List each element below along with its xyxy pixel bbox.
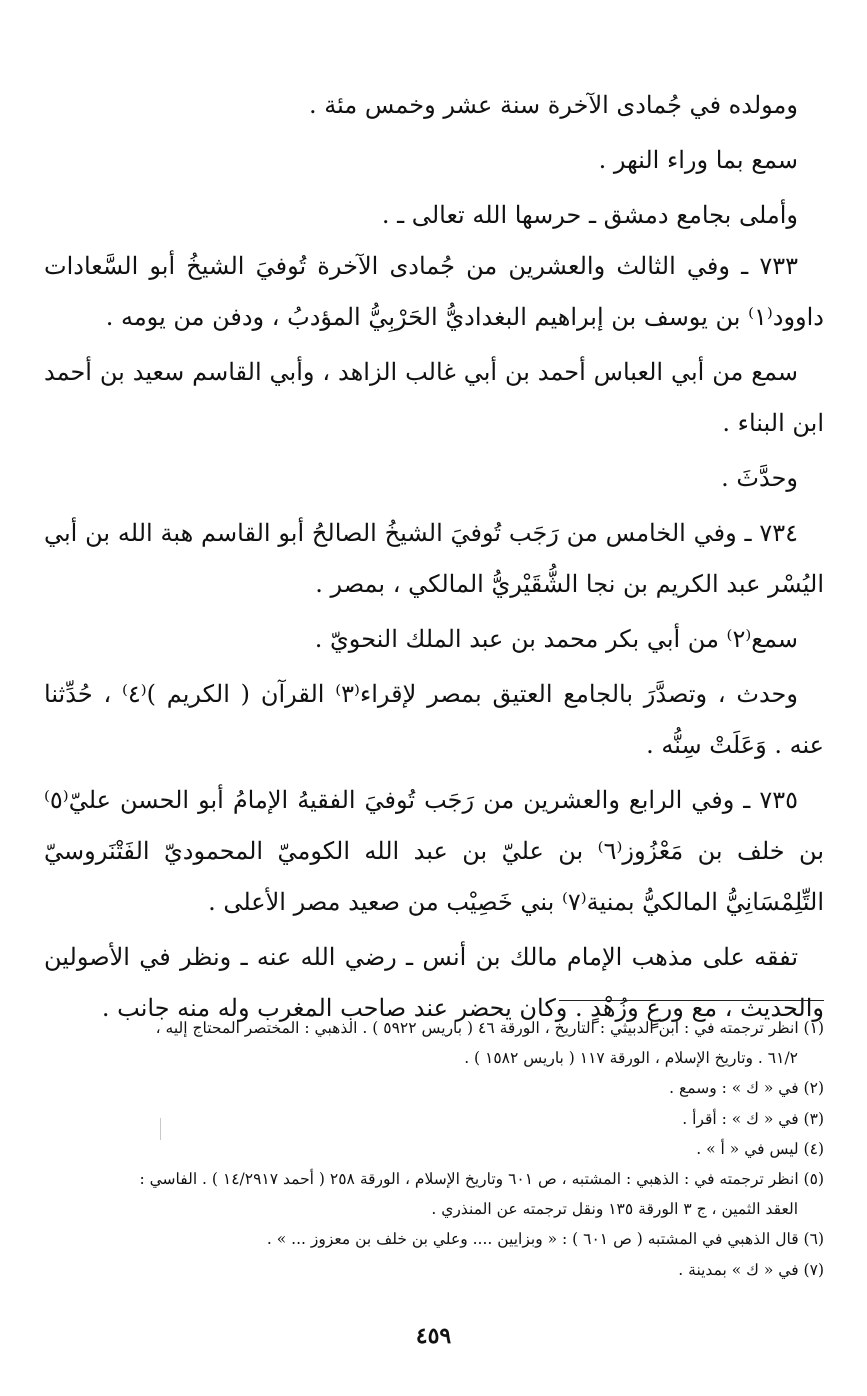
footnote-6: (٦) قال الذهبي في المشتبه ( ص ٦٠١ ) : « وبزايين .... وعلي بن خلف بن معزوز ... » . bbox=[266, 1230, 824, 1249]
paragraph-734-taught: وحدث ، وتصدَّرَ بالجامع العتيق بمصر لإقراء⁽٣⁾ القرآن ( الكريم )⁽٤⁾ ، حُدِّثنا عنه . وَعَلَتْ سِنُّه . bbox=[44, 680, 824, 759]
footnote-1: (١) انظر ترجمته في : ابن الدبيثي : التاريخ ، الورقة ٤٦ ( باريس ٥٩٢٢ ) . الذهبي : المختصر المحتاج إليه ، bbox=[155, 1019, 824, 1037]
footnote-divider bbox=[559, 1000, 824, 1001]
footnotes bbox=[44, 1013, 824, 1285]
scan-artifact-line bbox=[160, 1118, 161, 1140]
footnote-1-continued: ٦١/٢ . وتاريخ الإسلام ، الورقة ١١٧ ( باريس ١٥٨٢ ) . bbox=[464, 1049, 798, 1068]
entry-735: ٧٣٥ ـ وفي الرابع والعشرين من رَجَب تُوفيَ الفقيهُ الإمامُ أبو الحسن عليّ⁽٥⁾ بن خلف بن مَعْزُوز⁽٦⁾ بن عليّ بن عبد الله الكوميّ المحموديّ الفَتْنَروسيّ التِّلِمْسَانِيُّ المالكيُّ بمنية⁽٧⁾ بني خَصِيْب من صعيد مصر الأعلى . bbox=[44, 786, 824, 916]
page-number: ٤٥٩ bbox=[415, 1323, 452, 1349]
paragraph-733-heard: سمع من أبي العباس أحمد بن أبي غالب الزاهد ، وأبي القاسم سعيد بن أحمد ابن البناء . bbox=[44, 358, 824, 437]
paragraph-birth: ومولده في جُمادى الآخرة سنة عشر وخمس مئة . bbox=[308, 91, 798, 119]
paragraph-heard: سمع بما وراء النهر . bbox=[598, 146, 798, 174]
paragraph-dictated: وأملى بجامع دمشق ـ حرسها الله تعالى ـ . bbox=[381, 201, 798, 229]
paragraph-734-heard: سمع⁽٢⁾ من أبي بكر محمد بن عبد الملك النحويّ . bbox=[314, 625, 798, 653]
footnote-5: (٥) انظر ترجمته في : الذهبي : المشتبه ، ص ٦٠١ وتاريخ الإسلام ، الورقة ٢٥٨ ( أحمد ١٤/٢٩١٧ ) . الفاسي : bbox=[139, 1170, 824, 1189]
main-text bbox=[44, 80, 824, 1034]
footnote-3: (٣) في « ك » : أقرأ . bbox=[682, 1109, 824, 1128]
entry-733: ٧٣٣ ـ وفي الثالث والعشرين من جُمادى الآخرة تُوفيَ الشيخُ أبو السَّعادات داوود⁽١⁾ بن يوسف بن إبراهيم البغداديُّ الحَرْبِيُّ المؤدبُ ، ودفن من يومه . bbox=[44, 252, 824, 331]
paragraph-735-studied: تفقه على مذهب الإمام مالك بن أنس ـ رضي الله عنه ـ ونظر في الأصولين والحديث ، مع ورعٍ وزُهْدٍ . وكان يحضر عند صاحب المغرب وله منه جانب . bbox=[44, 943, 824, 1022]
footnote-7: (٧) في « ك » بمدينة . bbox=[678, 1260, 824, 1279]
paragraph-733-narrated: وحدَّثَ . bbox=[721, 464, 798, 492]
footnote-2: (٢) في « ك » : وسمع . bbox=[669, 1079, 824, 1098]
footnote-4: (٤) ليس في « أ » . bbox=[696, 1139, 824, 1158]
entry-734: ٧٣٤ ـ وفي الخامس من رَجَب تُوفيَ الشيخُ الصالحُ أبو القاسم هبة الله بن أبي اليُسْر عبد الكريم بن نجا الشُّقَيْريُّ المالكي ، بمصر . bbox=[44, 519, 824, 598]
footnote-5-continued: العقد الثمين ، ج ٣ الورقة ١٣٥ ونقل ترجمته عن المنذري . bbox=[431, 1200, 798, 1219]
